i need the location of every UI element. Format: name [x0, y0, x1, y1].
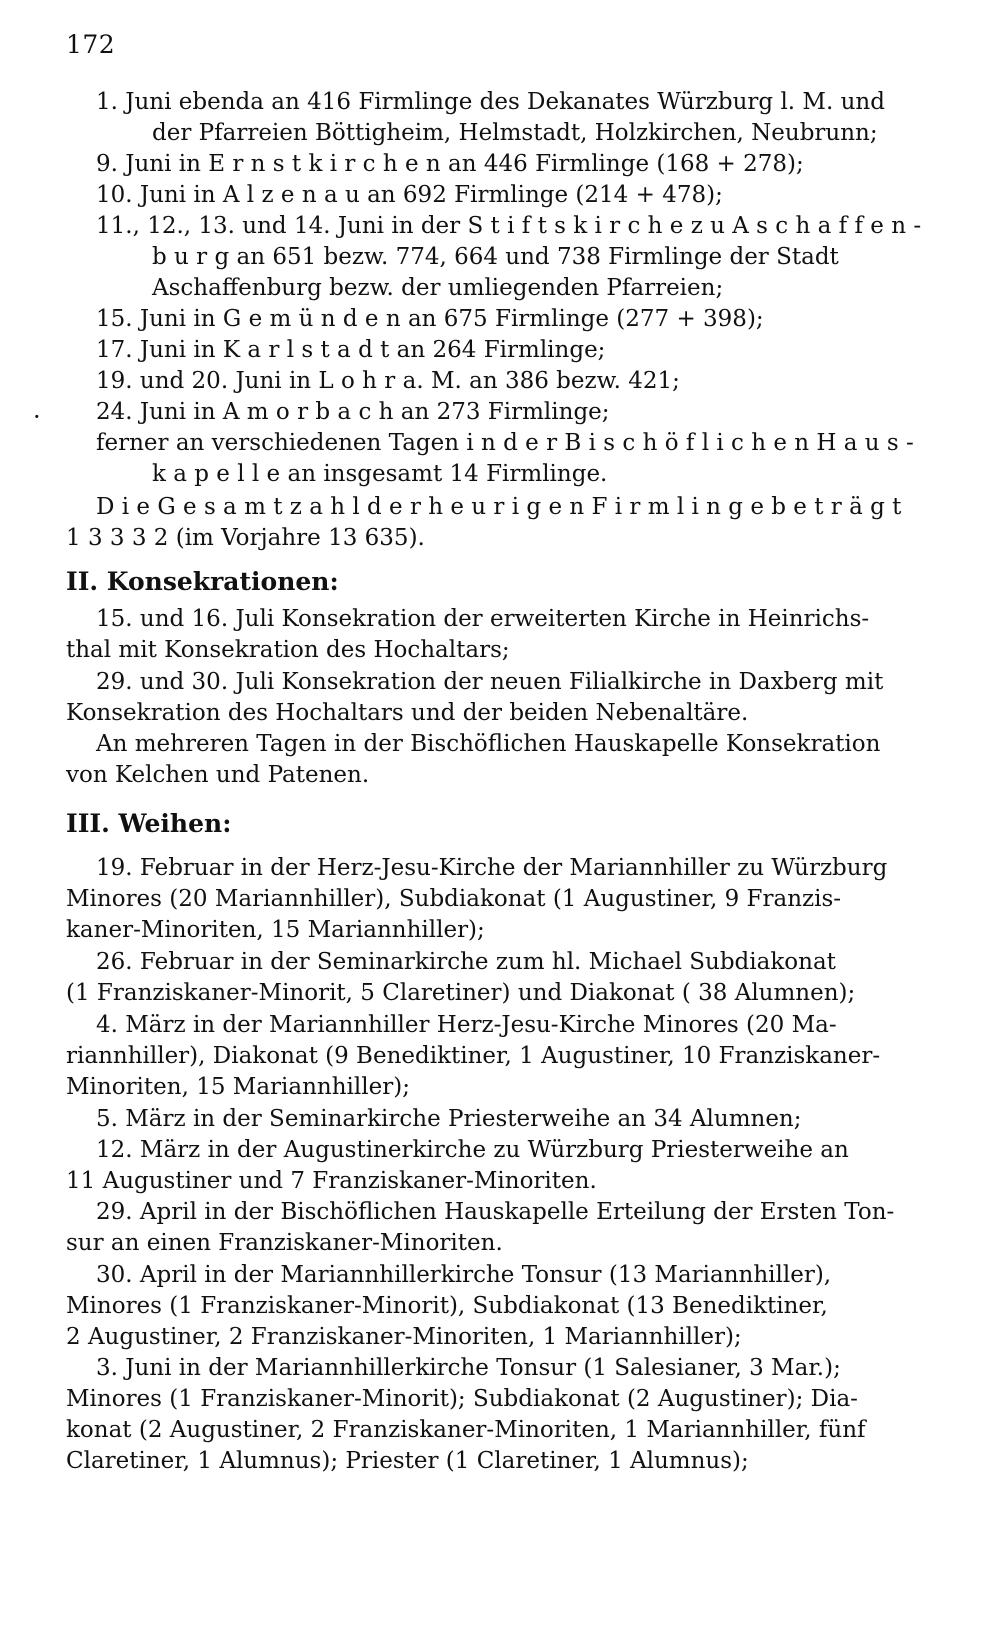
text-line: 12. März in der Augustinerkirche zu Würzburg Priesterweihe an [96, 1137, 849, 1163]
text-line: 11., 12., 13. und 14. Juni in der S t i f t s k i r c h e z u A s c h a f f e n - [96, 213, 922, 239]
text-line: An mehreren Tagen in der Bischöflichen Hauskapelle Konsekration [96, 731, 881, 757]
text-line: Minores (1 Franziskaner-Minorit), Subdiakonat (13 Benediktiner, [66, 1293, 828, 1319]
weihen-list [66, 1135, 922, 1197]
text-line: (1 Franziskaner-Minorit, 5 Claretiner) und Diakonat ( 38 Alumnen); [66, 980, 856, 1006]
text-line: 1 3 3 3 2 (im Vorjahre 13 635). [66, 525, 425, 551]
konsekrationen-list [66, 667, 922, 729]
text-line: 17. Juni in K a r l s t a d t an 264 Firmlinge; [96, 337, 606, 363]
section-heading-weihen: III. Weihen: [66, 809, 232, 838]
text-line: 29. April in der Bischöflichen Hauskapelle Erteilung der Ersten Ton- [96, 1199, 895, 1225]
text-line: sur an einen Franziskaner-Minoriten. [66, 1230, 503, 1256]
text-line: konat (2 Augustiner, 2 Franziskaner-Minoriten, 1 Mariannhiller, fünf [66, 1417, 866, 1443]
text-line: der Pfarreien Böttigheim, Helmstadt, Holzkirchen, Neubrunn; [152, 120, 878, 146]
text-line: 4. März in der Mariannhiller Herz-Jesu-Kirche Minores (20 Ma- [96, 1012, 837, 1038]
konsekrationen-list [66, 729, 922, 791]
firmungen-list [66, 87, 922, 490]
text-line: 11 Augustiner und 7 Franziskaner-Minoriten. [66, 1168, 597, 1194]
text-line: 19. Februar in der Herz-Jesu-Kirche der Mariannhiller zu Würzburg [96, 855, 888, 881]
text-line: 26. Februar in der Seminarkirche zum hl. Michael Subdiakonat [96, 949, 836, 975]
text-line: thal mit Konsekration des Hochaltars; [66, 637, 510, 663]
weihen-list [66, 853, 922, 946]
firmlinge-total [66, 492, 922, 554]
text-line: Minoriten, 15 Mariannhiller); [66, 1074, 410, 1100]
text-line: von Kelchen und Patenen. [66, 762, 370, 788]
weihen-list [66, 1353, 922, 1477]
text-line: b u r g an 651 bezw. 774, 664 und 738 Firmlinge der Stadt [152, 244, 839, 270]
text-line: 24. Juni in A m o r b a c h an 273 Firmlinge; [96, 399, 610, 425]
text-line: Minores (20 Mariannhiller), Subdiakonat (1 Augustiner, 9 Franzis- [66, 886, 842, 912]
konsekrationen-list [66, 604, 922, 666]
text-line: 3. Juni in der Mariannhillerkirche Tonsur (1 Salesianer, 3 Mar.); [96, 1355, 841, 1381]
text-line: ferner an verschiedenen Tagen i n d e r B i s c h ö f l i c h e n H a u s - [96, 430, 914, 456]
text-line: 29. und 30. Juli Konsekration der neuen Filialkirche in Daxberg mit [96, 669, 884, 695]
text-line: 10. Juni in A l z e n a u an 692 Firmlinge (214 + 478); [96, 182, 723, 208]
weihen-list [66, 1104, 922, 1135]
text-line: 15. und 16. Juli Konsekration der erweiterten Kirche in Heinrichs- [96, 606, 870, 632]
weihen-list [66, 1260, 922, 1353]
text-line: riannhiller), Diakonat (9 Benediktiner, 1 Augustiner, 10 Franziskaner- [66, 1043, 881, 1069]
text-line: D i e G e s a m t z a h l d e r h e u r i g e n F i r m l i n g e b e t r ä g t [96, 494, 902, 520]
text-line: 5. März in der Seminarkirche Priesterweihe an 34 Alumnen; [96, 1106, 802, 1132]
page-number: 172 [66, 30, 116, 59]
text-line: 2 Augustiner, 2 Franziskaner-Minoriten, 1 Mariannhiller); [66, 1324, 742, 1350]
weihen-list [66, 1197, 922, 1259]
weihen-list [66, 1010, 922, 1103]
text-line: Aschaffenburg bezw. der umliegenden Pfarreien; [152, 275, 724, 301]
text-line: 1. Juni ebenda an 416 Firmlinge des Dekanates Würzburg l. M. und [96, 89, 885, 115]
text-line: kaner-Minoriten, 15 Mariannhiller); [66, 917, 485, 943]
section-heading-konsekrationen: II. Konsekrationen: [66, 567, 339, 596]
text-line: 15. Juni in G e m ü n d e n an 675 Firmlinge (277 + 398); [96, 306, 764, 332]
text-line: 19. und 20. Juni in L o h r a. M. an 386 bezw. 421; [96, 368, 680, 394]
weihen-list [66, 947, 922, 1009]
text-line: 9. Juni in E r n s t k i r c h e n an 446 Firmlinge (168 + 278); [96, 151, 804, 177]
text-line: k a p e l l e an insgesamt 14 Firmlinge. [152, 461, 608, 487]
text-line: 30. April in der Mariannhillerkirche Tonsur (13 Mariannhiller), [96, 1262, 832, 1288]
text-line: Claretiner, 1 Alumnus); Priester (1 Claretiner, 1 Alumnus); [66, 1448, 749, 1474]
margin-mark: · [33, 403, 41, 431]
text-line: Minores (1 Franziskaner-Minorit); Subdiakonat (2 Augustiner); Dia- [66, 1386, 858, 1412]
text-line: Konsekration des Hochaltars und der beiden Nebenaltäre. [66, 700, 749, 726]
